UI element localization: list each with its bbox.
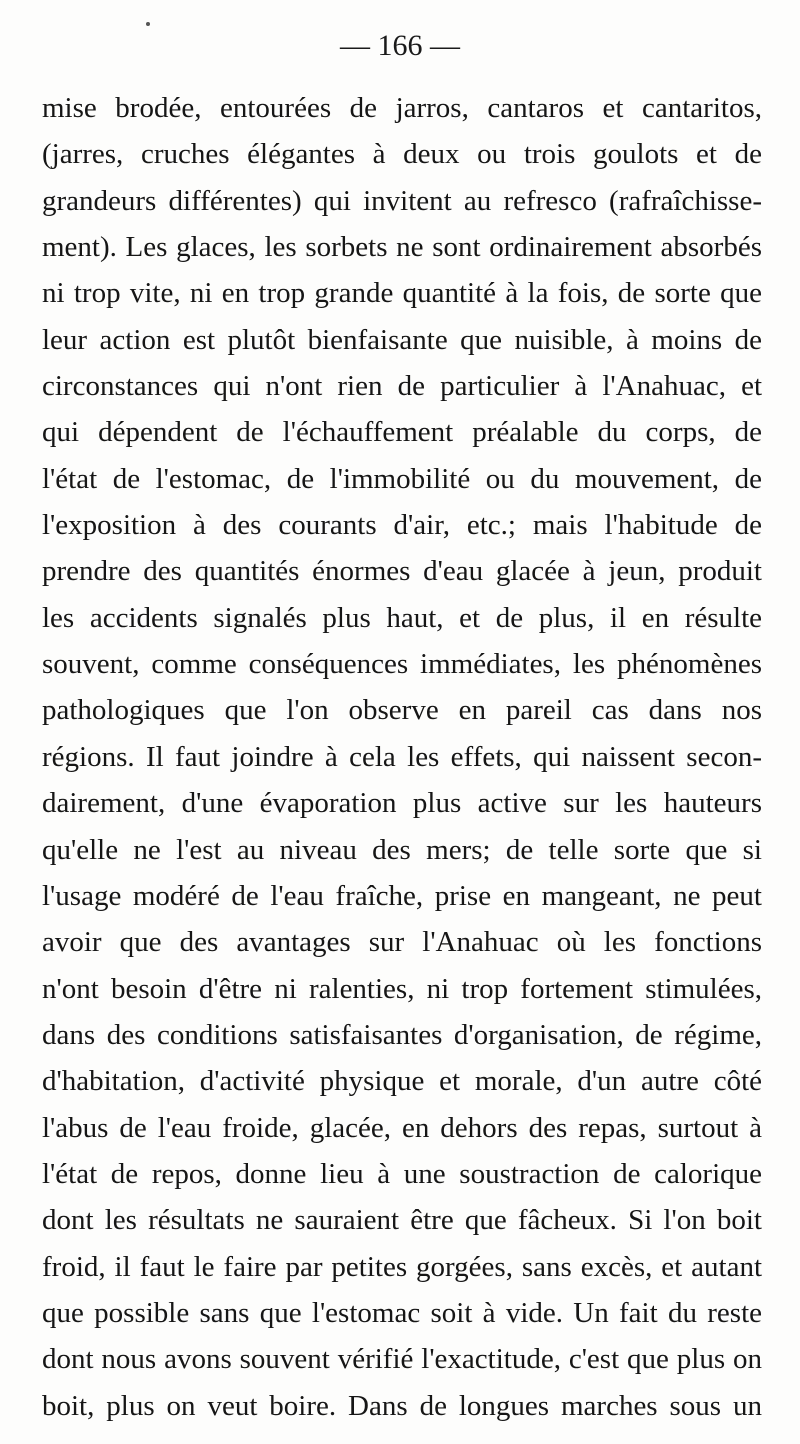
text-line: dans des conditions satisfaisantes d'organisation, de régime, (42, 1018, 762, 1051)
text-line: dairement, d'une évaporation plus active sur les hauteurs (42, 787, 762, 820)
text-line: avoir que des avantages sur l'Anahuac où les fonctions (42, 926, 762, 959)
text-line: ment). Les glaces, les sorbets ne sont ordinairement absorbés (42, 231, 762, 264)
text-line: l'usage modéré de l'eau fraîche, prise en mangeant, ne peut (42, 879, 762, 912)
text-line: dont les résultats ne sauraient être que fâcheux. Si l'on boit (42, 1204, 762, 1237)
text-line: l'exposition à des courants d'air, etc.; mais l'habitude de (42, 509, 762, 542)
text-line: les accidents signalés plus haut, et de plus, il en résulte (42, 601, 762, 634)
body-text (42, 85, 762, 1429)
text-line: froid, il faut le faire par petites gorgées, sans excès, et autant (42, 1250, 762, 1283)
text-line: boit, plus on veut boire. Dans de longues marches sous un (42, 1389, 762, 1422)
text-line: ni trop vite, ni en trop grande quantité à la fois, de sorte que (42, 277, 762, 310)
text-line: dont nous avons souvent vérifié l'exactitude, c'est que plus on (42, 1343, 762, 1376)
text-line: l'abus de l'eau froide, glacée, en dehors des repas, surtout à (42, 1111, 762, 1144)
ink-speck (146, 22, 150, 26)
text-line: n'ont besoin d'être ni ralenties, ni trop fortement stimulées, (42, 972, 762, 1005)
text-line: (jarres, cruches élégantes à deux ou trois goulots et de (42, 138, 762, 171)
text-line: l'état de l'estomac, de l'immobilité ou du mouvement, de (42, 462, 762, 495)
text-line: d'habitation, d'activité physique et morale, d'un autre côté (42, 1065, 762, 1098)
text-line: qui dépendent de l'échauffement préalable du corps, de (42, 416, 762, 449)
text-line: grandeurs différentes) qui invitent au refresco (rafraîchisse- (42, 184, 762, 217)
text-line: circonstances qui n'ont rien de particulier à l'Anahuac, et (42, 370, 762, 403)
text-line: qu'elle ne l'est au niveau des mers; de telle sorte que si (42, 833, 762, 866)
page-number: — 166 — (340, 29, 460, 62)
text-line: prendre des quantités énormes d'eau glacée à jeun, produit (42, 555, 762, 588)
text-line: pathologiques que l'on observe en pareil cas dans nos (42, 694, 762, 727)
text-line: l'état de repos, donne lieu à une soustraction de calorique (42, 1157, 762, 1190)
text-line: que possible sans que l'estomac soit à vide. Un fait du reste (42, 1296, 762, 1329)
text-line: souvent, comme conséquences immédiates, les phénomènes (42, 648, 762, 681)
text-line: régions. Il faut joindre à cela les effets, qui naissent secon- (42, 740, 762, 773)
text-line: leur action est plutôt bienfaisante que nuisible, à moins de (42, 323, 762, 356)
text-line: mise brodée, entourées de jarros, cantaros et cantaritos, (42, 92, 762, 124)
